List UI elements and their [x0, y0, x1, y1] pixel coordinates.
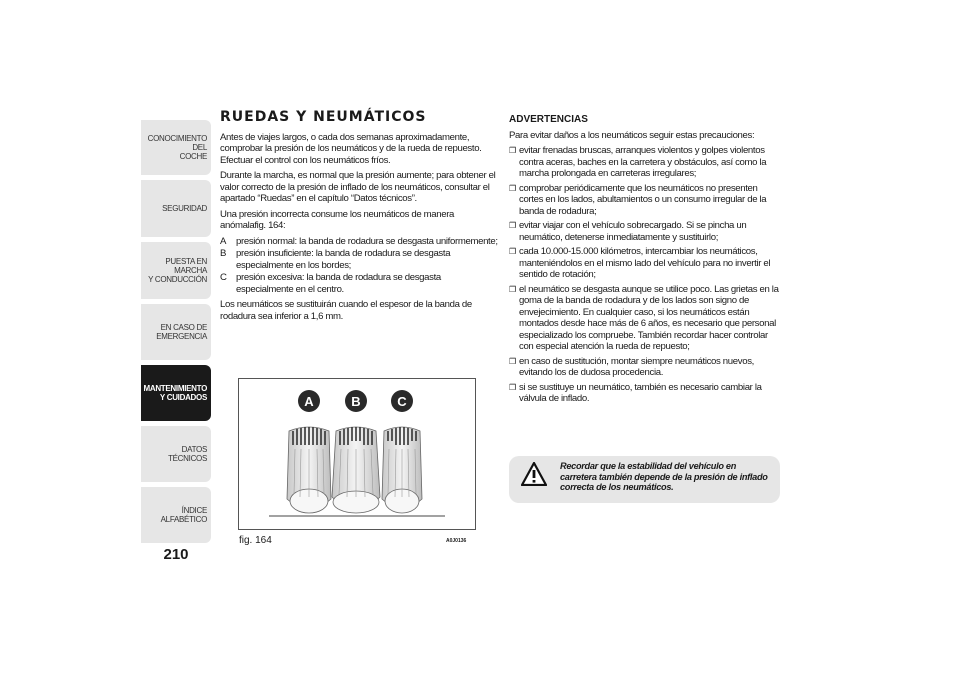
- list-item: C presión excesiva: la banda de rodadura se desgasta especialmente en el centro.: [220, 272, 441, 295]
- warning-box: [509, 456, 780, 503]
- warnings-intro: Para evitar daños a los neumáticos seguir estas precauciones:: [509, 129, 755, 141]
- checkbox-bullet-icon: ❒: [509, 221, 516, 230]
- tire-a-normal: [287, 427, 331, 513]
- warning-triangle-icon: [521, 462, 547, 486]
- tire-c-overinflated: [382, 427, 422, 513]
- checkbox-bullet-icon: ❒: [509, 247, 516, 256]
- list-item: ❒ evitar viajar con el vehículo sobrecargado. Si se pincha un neumático, detenerse inmediatamente y sustituirlo;: [509, 220, 747, 243]
- tab-indice-alfabetico[interactable]: ÍNDICE ALFABÉTICO: [141, 487, 211, 543]
- paragraph-4: Los neumáticos se sustituirán cuando el espesor de la banda de rodadura sea inferior a 1,6 mm.: [220, 299, 472, 322]
- paragraph-3: Una presión incorrecta consume los neumáticos de manera anómalafig. 164:: [220, 208, 455, 231]
- list-item: B presión insuficiente: la banda de rodadura se desgasta especialmente en los bordes;: [220, 248, 451, 271]
- tab-en-caso-de-emergencia[interactable]: EN CASO DE EMERGENCIA: [141, 304, 211, 360]
- tab-seguridad[interactable]: SEGURIDAD: [141, 180, 211, 237]
- section-title: RUEDAS Y NEUMÁTICOS: [220, 109, 427, 125]
- list-item: A presión normal: la banda de rodadura se desgasta uniformemente;: [220, 235, 498, 247]
- checkbox-bullet-icon: ❒: [509, 382, 516, 392]
- list-item: ❒ comprobar periódicamente que los neumáticos no presenten cortes en los lados, abultamientos o un consumo irregular de la banda de rodadura;: [509, 182, 767, 217]
- paragraph-1: Antes de viajes largos, o cada dos semanas aproximadamente, comprobar la presión de los neumáticos y de la rueda de repuesto. Efectuar el control con los neumáticos fríos.: [220, 131, 482, 166]
- figure-code: A0J0136: [446, 538, 467, 544]
- label-a: [298, 390, 320, 412]
- right-column: [509, 114, 781, 408]
- figure-caption: fig. 164: [239, 535, 272, 546]
- list-item: ❒ en caso de sustitución, montar siempre neumáticos nuevos, evitando los de dudosa procedencia.: [509, 355, 754, 378]
- tire-wear-illustration: [239, 379, 475, 529]
- checkbox-bullet-icon: ❒: [509, 284, 516, 294]
- list-item: ❒ cada 10.000-15.000 kilómetros, intercambiar los neumáticos, manteniéndolos en el mismo lado del vehículo para no invertir el sentido de rotación;: [509, 246, 771, 280]
- warnings-heading: ADVERTENCIAS: [509, 114, 588, 125]
- label-c: [391, 390, 413, 412]
- tire-b-underinflated: [332, 427, 380, 513]
- tire-wear-figure: [238, 378, 476, 530]
- left-column: [220, 109, 498, 326]
- tab-datos-tecnicos[interactable]: DATOS TÉCNICOS: [141, 426, 211, 482]
- svg-text:B: B: [351, 394, 361, 409]
- precautions-list: [509, 145, 781, 405]
- paragraph-2: Durante la marcha, es normal que la presión aumente; para obtener el valor correcto de la presión de inflado de los neumáticos, consultar el apartado “Ruedas” en el capítulo “Datos técnicos”.: [220, 170, 496, 204]
- warning-text: Recordar que la estabilidad del vehículo en carretera también depende de la presión de inflado correcta de los neumáticos.: [560, 461, 768, 492]
- page-number: 210: [163, 546, 189, 563]
- tab-puesta-en-marcha[interactable]: PUESTA EN MARCHA Y CONDUCCIÓN: [141, 242, 211, 299]
- list-item: ❒ si se sustituye un neumático, también es necesario cambiar la válvula de inflado.: [509, 381, 762, 404]
- checkbox-bullet-icon: ❒: [509, 146, 516, 155]
- svg-text:A: A: [304, 394, 314, 409]
- tab-conocimiento-del-coche[interactable]: CONOCIMIENTO DEL COCHE: [141, 120, 211, 175]
- svg-text:C: C: [397, 394, 407, 409]
- label-b: [345, 390, 367, 412]
- tab-mantenimiento-y-cuidados[interactable]: MANTENIMIENTO Y CUIDADOS: [141, 365, 211, 421]
- checkbox-bullet-icon: ❒: [509, 183, 516, 193]
- checkbox-bullet-icon: ❒: [509, 356, 516, 366]
- list-item: ❒ el neumático se desgasta aunque se utilice poco. Las grietas en la goma de la banda de rodadura y de los lados son signo de envejecimiento. En cualquier caso, si los neumáticos están montados desde hace más de 6 años, es necesario que personal especializado los compruebe. También recordar hacer controlar con especial atención la rueda de repuesto;: [509, 283, 779, 352]
- wear-list: [220, 236, 498, 296]
- list-item: ❒ evitar frenadas bruscas, arranques violentos y golpes violentos contra aceras, baches en la carretera y obstáculos, así como la marcha prolongada en carreteras irregulares;: [509, 145, 767, 179]
